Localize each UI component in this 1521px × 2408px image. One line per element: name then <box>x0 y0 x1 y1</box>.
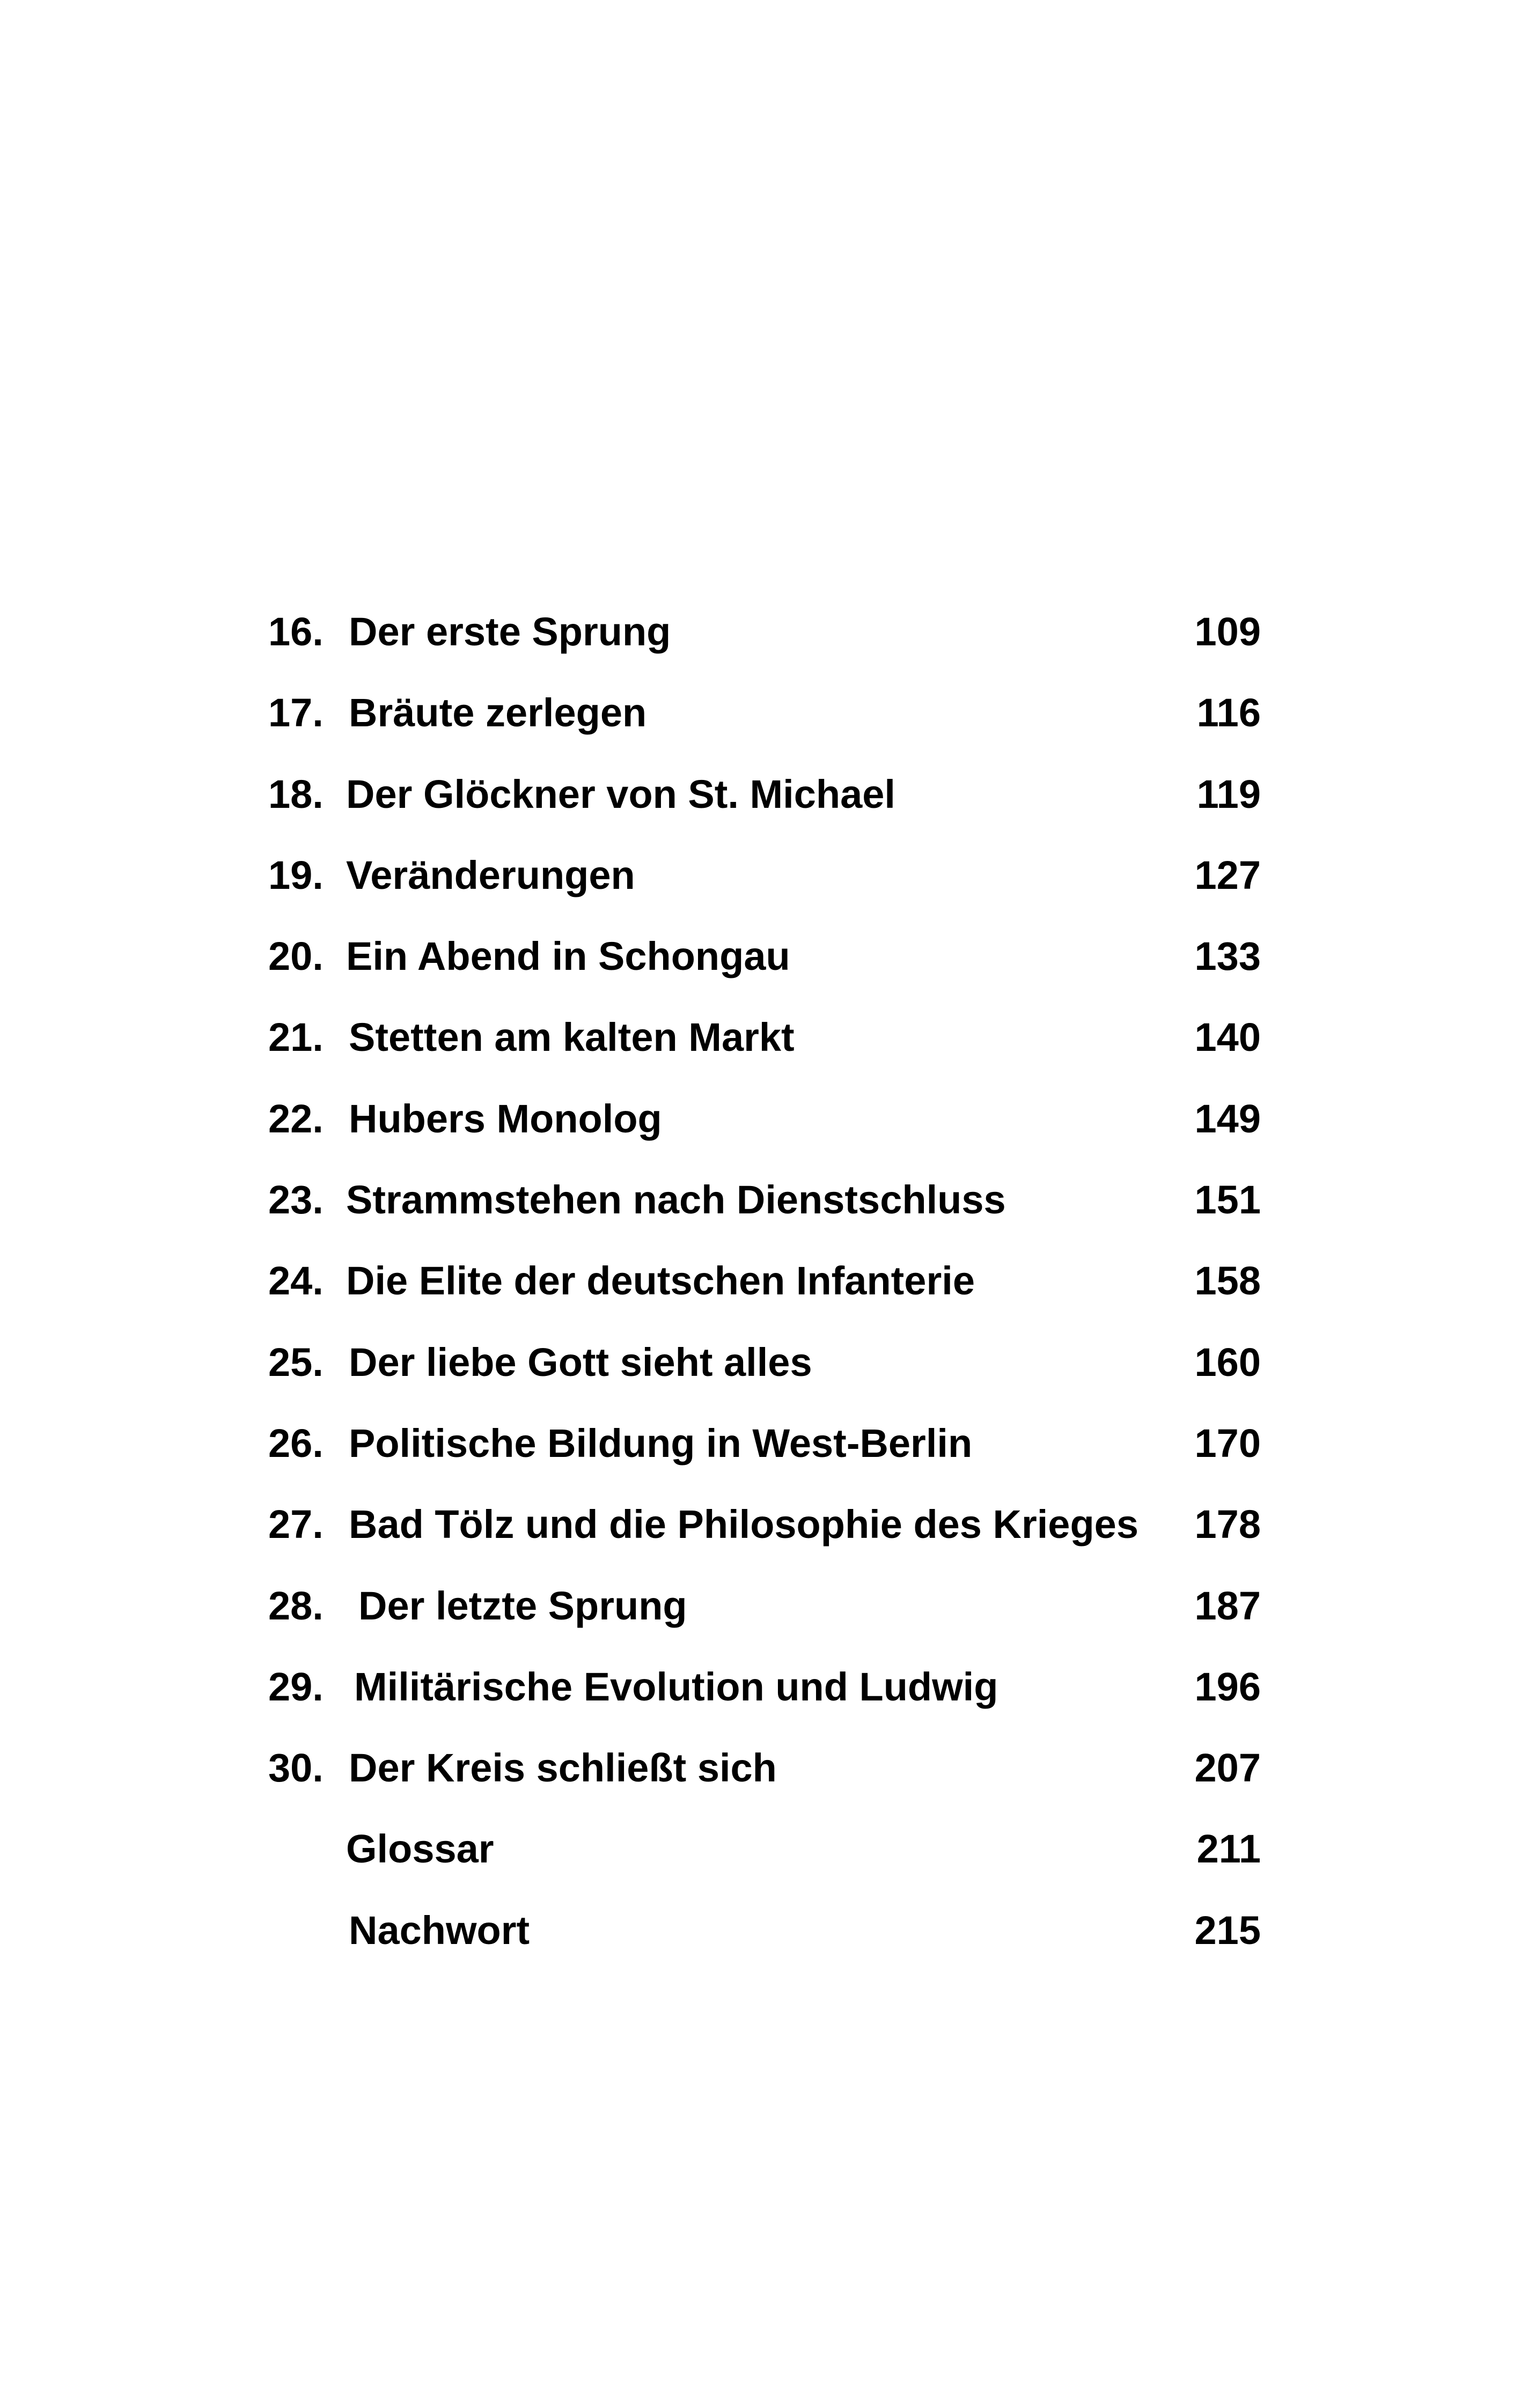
toc-entry[interactable] <box>268 1165 1261 1246</box>
toc-entry[interactable] <box>268 1652 1261 1733</box>
table-of-contents <box>268 597 1261 1977</box>
chapter-title: Hubers Monolog <box>349 1096 662 1141</box>
page-number: 127 <box>1194 852 1261 897</box>
toc-entry[interactable] <box>268 760 1261 841</box>
page-number: 149 <box>1194 1096 1261 1141</box>
toc-entry[interactable] <box>268 1246 1261 1327</box>
toc-entry[interactable] <box>268 1328 1261 1409</box>
chapter-number: 28. <box>268 1583 324 1628</box>
chapter-title: Der erste Sprung <box>349 609 671 654</box>
toc-entry[interactable] <box>268 597 1261 678</box>
toc-entry[interactable] <box>268 922 1261 1003</box>
page-number: 140 <box>1194 1015 1261 1060</box>
page-number: 133 <box>1194 934 1261 979</box>
chapter-number: 17. <box>268 690 324 735</box>
toc-entry[interactable] <box>268 1896 1261 1977</box>
page-number: 211 <box>1196 1827 1261 1872</box>
page-number: 151 <box>1194 1177 1261 1223</box>
toc-entry[interactable] <box>268 841 1261 922</box>
chapter-number: 19. <box>268 852 324 897</box>
chapter-number: 18. <box>268 771 324 816</box>
chapter-title: Die Elite der deutschen Infanterie <box>346 1258 975 1304</box>
page-number: 119 <box>1196 771 1261 816</box>
chapter-title: Der letzte Sprung <box>358 1583 687 1628</box>
chapter-title: Stetten am kalten Markt <box>349 1015 795 1060</box>
chapter-title: Nachwort <box>349 1908 530 1953</box>
page-number: 178 <box>1194 1502 1261 1547</box>
chapter-title: Glossar <box>346 1827 494 1872</box>
page-number: 109 <box>1194 609 1261 654</box>
chapter-title: Strammstehen nach Dienstschluss <box>346 1177 1006 1223</box>
chapter-number: 16. <box>268 609 324 654</box>
page-number: 207 <box>1194 1746 1261 1791</box>
chapter-title: Politische Bildung in West-Berlin <box>349 1420 973 1466</box>
chapter-number: 24. <box>268 1258 324 1304</box>
chapter-number: 29. <box>268 1664 324 1709</box>
chapter-title: Bad Tölz und die Philosophie des Krieges <box>349 1502 1138 1547</box>
page-number: 116 <box>1196 690 1261 735</box>
page-number: 187 <box>1194 1583 1261 1628</box>
toc-entry[interactable] <box>268 1733 1261 1814</box>
page-number: 160 <box>1194 1339 1261 1385</box>
toc-entry[interactable] <box>268 678 1261 759</box>
toc-entry[interactable] <box>268 1571 1261 1652</box>
chapter-number: 27. <box>268 1502 324 1547</box>
toc-entry[interactable] <box>268 1814 1261 1895</box>
chapter-title: Der Glöckner von St. Michael <box>346 771 895 816</box>
chapter-number: 21. <box>268 1015 324 1060</box>
chapter-title: Der Kreis schließt sich <box>349 1746 777 1791</box>
chapter-title: Bräute zerlegen <box>349 690 647 735</box>
page-number: 170 <box>1194 1420 1261 1466</box>
page-number: 215 <box>1194 1908 1261 1953</box>
chapter-number: 30. <box>268 1746 324 1791</box>
page-number: 196 <box>1194 1664 1261 1709</box>
chapter-title: Militärische Evolution und Ludwig <box>354 1664 998 1709</box>
chapter-title: Ein Abend in Schongau <box>346 934 790 979</box>
page-number: 158 <box>1194 1258 1261 1304</box>
chapter-number: 22. <box>268 1096 324 1141</box>
chapter-title: Der liebe Gott sieht alles <box>349 1339 812 1385</box>
chapter-number: 20. <box>268 934 324 979</box>
toc-entry[interactable] <box>268 1003 1261 1084</box>
chapter-title: Veränderungen <box>346 852 635 897</box>
chapter-number: 23. <box>268 1177 324 1223</box>
chapter-number: 25. <box>268 1339 324 1385</box>
toc-entry[interactable] <box>268 1409 1261 1490</box>
chapter-number: 26. <box>268 1420 324 1466</box>
toc-entry[interactable] <box>268 1084 1261 1165</box>
toc-entry[interactable] <box>268 1490 1261 1571</box>
